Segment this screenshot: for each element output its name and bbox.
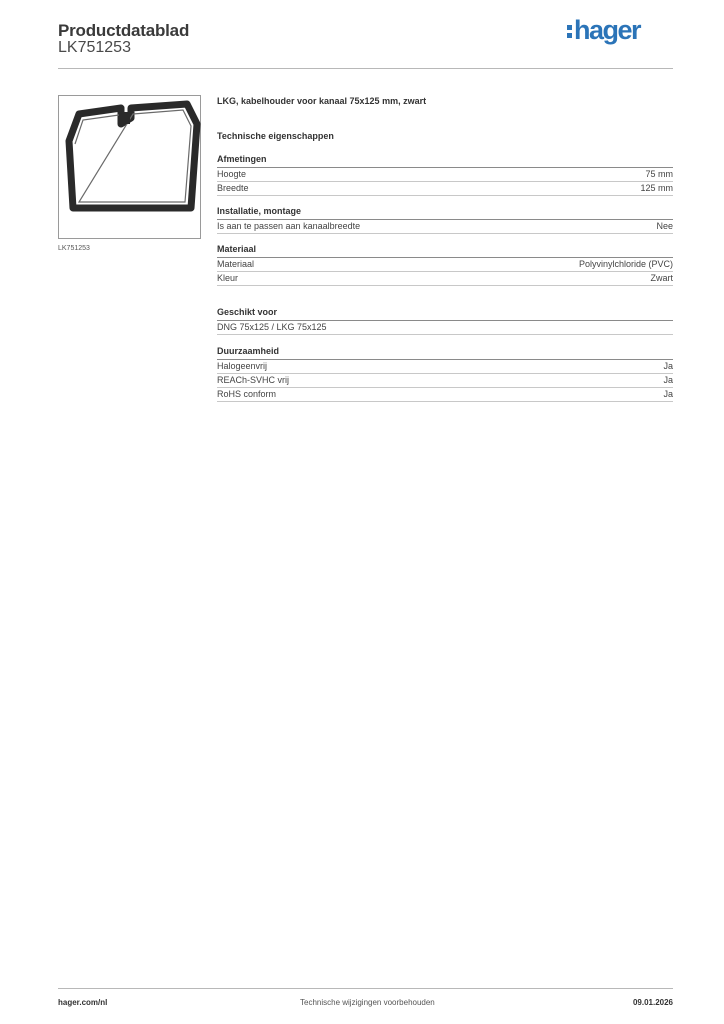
- group-heading: Installatie, montage: [217, 206, 673, 220]
- product-details: [217, 96, 673, 402]
- table-row: [217, 258, 673, 272]
- table-row: [217, 360, 673, 374]
- cable-holder-icon: [59, 96, 202, 240]
- row-label: DNG 75x125 / LKG 75x125: [217, 322, 327, 332]
- row-value: 75 mm: [645, 169, 673, 179]
- group-heading: Geschikt voor: [217, 307, 673, 321]
- product-description: LKG, kabelhouder voor kanaal 75x125 mm, zwart: [217, 96, 427, 106]
- header-divider: [58, 68, 673, 69]
- footer-divider: [58, 988, 673, 989]
- table-row: [217, 182, 673, 196]
- logo-text: hager: [574, 15, 641, 45]
- group-heading: Afmetingen: [217, 154, 673, 168]
- group-geschikt-voor: [217, 307, 673, 335]
- row-value: Zwart: [650, 273, 673, 283]
- image-caption: LK751253: [58, 245, 90, 252]
- row-label: Breedte: [217, 183, 249, 193]
- table-row: [217, 168, 673, 182]
- row-value: Ja: [663, 375, 673, 385]
- row-label: Hoogte: [217, 169, 247, 179]
- product-image: [58, 95, 201, 239]
- table-row: [217, 272, 673, 286]
- row-value: Ja: [663, 361, 673, 371]
- row-value: Polyvinylchloride (PVC): [578, 259, 673, 269]
- table-row: [217, 220, 673, 234]
- row-value: Ja: [663, 389, 673, 399]
- row-label: Halogeenvrij: [217, 361, 268, 371]
- group-materiaal: [217, 244, 673, 286]
- row-label: Kleur: [217, 273, 239, 283]
- row-label: RoHS conform: [217, 389, 277, 399]
- table-row: [217, 374, 673, 388]
- table-row: [217, 321, 673, 335]
- group-afmetingen: [217, 154, 673, 196]
- footer-date: 09.01.2026: [632, 998, 673, 1007]
- row-value: 125 mm: [640, 183, 673, 193]
- group-heading: Duurzaamheid: [217, 346, 673, 360]
- row-label: Is aan te passen aan kanaalbreedte: [217, 221, 361, 231]
- section-title: Technische eigenschappen: [217, 131, 334, 141]
- row-label: REACh-SVHC vrij: [217, 375, 290, 385]
- footer-website-link[interactable]: hager.com/nl: [58, 998, 108, 1007]
- group-duurzaamheid: [217, 346, 673, 402]
- row-value: Nee: [656, 221, 673, 231]
- group-heading: Materiaal: [217, 244, 673, 258]
- logo-dots-icon: [567, 21, 573, 41]
- hager-logo[interactable]: [567, 15, 640, 46]
- row-label: Materiaal: [217, 259, 255, 269]
- footer-notice: Technische wijzigingen voorbehouden: [300, 998, 435, 1007]
- product-code: LK751253: [58, 39, 131, 56]
- group-installatie: [217, 206, 673, 234]
- page-title: Productdatablad: [58, 21, 190, 40]
- table-row: [217, 388, 673, 402]
